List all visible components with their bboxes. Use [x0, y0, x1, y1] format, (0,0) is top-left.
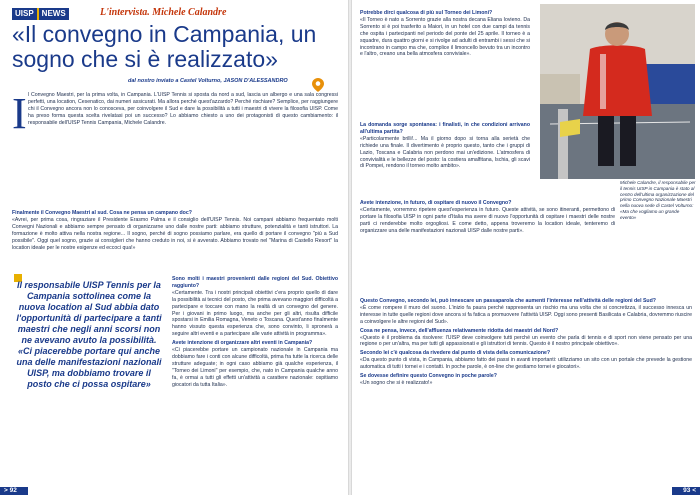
right-column-top [360, 10, 530, 58]
left-column-a [12, 210, 338, 251]
answer-7: «È come rompere il muro del suono. L'inizio fa paura perché rappresenta un rischio ma una volta che si concretizza, il successo innesca un interesse in tutte quelle regioni dove ancora si fa fatica a promuovere l'attività UISP. Oggi sono presenti Basilicata e Calabria, dovremmo riuscire a coinvolgere le altre regioni del Sud». [360, 304, 692, 325]
answer-9: «Da questo punto di vista, in Campania, abbiamo fatto dei passi in avanti importanti: utilizziamo un sito con un portale che prevede la gestione automatica di tutti i tornei e i contatti. In poche parole, è on-line che gestiamo tornei e giocatori». [360, 357, 692, 371]
question-1: Finalmente il Convegno Maestri al sud. Cosa ne pensa un campano doc? [12, 210, 192, 216]
question-9: Secondo lei c'è qualcosa da rivedere dal punto di vista della comunicazione? [360, 350, 551, 357]
right-column-wide [360, 200, 615, 235]
answer-2: «Certamente. Tra i nostri principali obiettivi c'era proprio quello di dare la possibilità ai tecnici del posto, che prima avevano maggiori difficoltà a partecipare e toccare con mano la realtà di un convegno del genere. Per i giovani in primo luogo, ma anche per gli altri, risulta difficile spostarsi in Emilia Romagna, Veneto o Toscana. Quest'anno finalmente hanno vissuto questa esperienza che, sono convinto, li spronerà a seguire altri eventi e a partecipare alle varie attività in programma». [172, 289, 338, 338]
section-kicker: L'intervista. Michele Calandre [100, 7, 227, 18]
right-column-bottom [360, 298, 692, 387]
question-3: Avete intenzione di organizzare altri eventi in Campania? [172, 340, 313, 347]
pull-quote: Il responsabile UISP Tennis per la Campania sottolinea come la nuova location al Sud abbia dato l'opportunità di partecipare a tanti maestri che negli anni scorsi non ne avevano avuto la possibilità. «Ci piacerebbe portare qui anche una delle manifestazioni nazionali UISP, ma dobbiamo trovare il posto che ci possa ospitare» [16, 280, 162, 389]
question-10: Se dovesse definire questo Convegno in poche parole? [360, 373, 497, 380]
location-pin-icon [312, 78, 324, 92]
question-7: Questo Convegno, secondo lei, può innescare un passaparola che aumenti l'interesse nell'attività delle regioni del Sud? [360, 298, 656, 304]
left-page-number: > 92 [4, 487, 17, 494]
answer-3: «Ci piacerebbe portare un campionato nazionale in Campania ma dobbiamo fare i conti con alcune difficoltà, prima fra tutte la ricerca delle strutture adeguate; in ogni caso abbiamo già qualche esperienza, il "Torneo dei Limoni" per esempio, che, nato in Campania qualche anno fa, è ormai a tutti gli effetti un'attività a carattere nazionale: ospitiamo giocatori da tutta Italia». [172, 347, 338, 388]
left-column-b [172, 276, 338, 389]
answer-5: «Particolarmente brilli!... Ma il giorno dopo si torna alla serietà che richiede una finale. Il divertimento è proprio questo, tanto che i gruppi di Lazio, Toscana e Calabria non perdono mai un'edizione. L'atmosfera di convivialità e le bellezze del posto: la costiera amalfitana, Ischia, gli scavi di Pompei, rendono il torneo molto ambito». [360, 135, 530, 170]
question-4: Potrebbe dirci qualcosa di più sul Torneo dei Limoni? [360, 10, 493, 16]
left-page [0, 0, 348, 495]
question-2: Sono molti i maestri provenienti dalle regioni del Sud. Obiettivo raggiunto? [172, 276, 338, 289]
question-8: Cosa ne pensa, invece, dell'affluenza relativamente ridotta dei maestri del Nord? [360, 327, 559, 334]
right-column-middle [360, 122, 612, 170]
answer-10: «Un sogno che si è realizzato!» [360, 379, 433, 386]
right-page [352, 0, 700, 495]
right-page-number: 93 < [683, 487, 696, 494]
byline: dal nostro inviato a Castel Volturno, JASON D'ALESSANDRO [128, 78, 288, 84]
uisp-news-badge [12, 8, 69, 20]
badge-uisp-label: UISP [12, 8, 37, 20]
answer-4: «Il Torneo è nato a Sorrento grazie alla nostra decana Eliana Iovieno. Da Sorrento si è poi trasferito a Maiori, in un hotel con due campi da tennis che ospita i partecipanti nel periodo del ponte del 25 aprile. Il torneo è a squadre, dura quattro giorni e si rivolge ad adulti di entrambi i sessi che si incontrano in campo ma che, complice il limoncello bevuto tra un incontro e l'altro, creano una bella atmosfera conviviale». [360, 16, 530, 58]
article-headline: «Il convegno in Campania, un sogno che si è realizzato» [12, 21, 317, 72]
badge-news-label: NEWS [39, 8, 69, 20]
article-lead: l Convegno Maestri, per la prima volta, in Campania. L'UISP Tennis si sposta da nord a sud, lascia un albergo e una sala congressi perfetti, una location, Cesenatico, dai numeri assicurati. Ma allora perché quest'azzardo? Perché rischiare? Semplice, per raggiungere chi il Convegno ancora non lo conosceva, per coinvolgere il Sud e dare la possibilità a tutti i maestri di vivere la filosofia UISP. Come ha preso forma questa scelta rivelatasi poi un successo? Lo abbiamo chiesto a uno dei protagonisti di questo cambiamento: il responsabile dell'UISP Tennis Campania, Michele Calandre. [28, 92, 338, 126]
answer-1: «Avrei, per prima cosa, ringraziare il Presidente Erasmo Palma e il consiglio dell'UISP Tennis. Noi campani abbiamo frequentato molti Convegni Nazionali e abbiamo sempre pensato di organizzarne uno dalle nostre parti: abbiamo strutture, potenzialità e tanti istruttori. La formazione è molto attiva nella nostra regione... Il sogno, perché di sogno possiamo parlare, era quello di portare il convegno "più a Sud possibile". Oggi quel sogno, grazie ai consiglieri che hanno creduto in noi, si è avverato. Abbiamo trovato nel "Marina di Castello Resort" la location ideale per le nostre esigenze ed eccoci qua!» [12, 216, 338, 251]
answer-8: «Questo è il problema da risolvere: l'UISP deve coinvolgere tutti perché un evento che parla di tennis e di sport non viene pensato per una regione o per un'altra, ma per tutti gli appassionati e gli istruttori di tennis. Questo è il nostro principale obiettivo». [360, 334, 692, 348]
answer-6: «Certamente, vorremmo ripetere quest'esperienza in futuro. Queste attività, se sono itineranti, permettono di portare la filosofia UISP in ogni parte d'Italia ma avere di nuovo l'opportunità di ospitare i maestri delle nostre parti ci renderebbe molto orgogliosi. E come detto, appena troveremo la location ideale, tenteremo di organizzare una delle manifestazioni nazionali UISP dalle nostre parti». [360, 206, 615, 234]
drop-cap: I [12, 89, 27, 138]
question-6: Avete intenzione, in futuro, di ospitare di nuovo il Convegno? [360, 200, 512, 206]
question-5: La domanda sorge spontanea: i finalisti, in che condizioni arrivano all'ultima partita? [360, 122, 530, 135]
photo-caption: Michele Calandre, il responsabile per il tennis UISP in Campania è stato al centro dell'ultima organizzazione del primo Convegno Nazionale Maestri nella nuova sede di Castel Volturno: «Ma che vogliamo un grande evento» [620, 180, 696, 220]
